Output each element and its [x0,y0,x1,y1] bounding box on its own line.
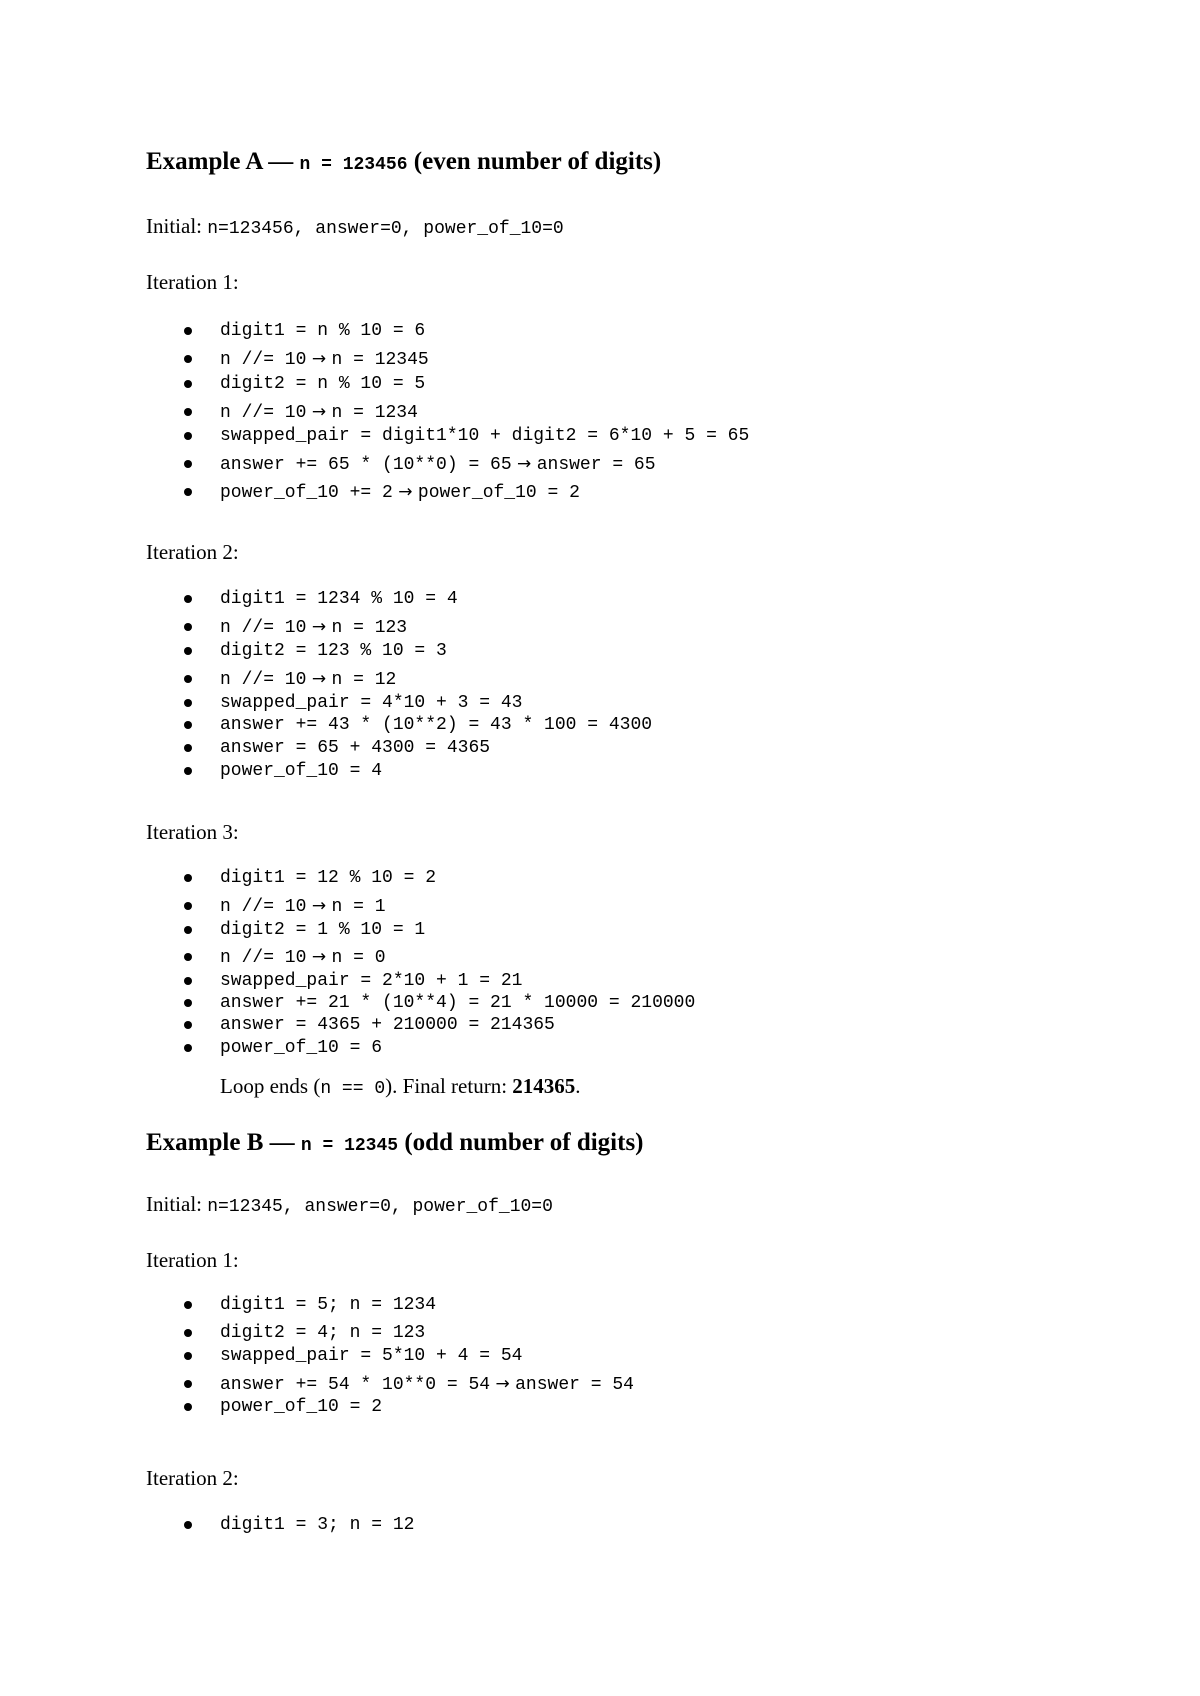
heading-suffix: (even number of digits) [407,148,662,175]
step-expression: digit1 = 5; n = 1234 [220,1295,437,1315]
right-arrow-icon: → [306,947,332,967]
step-expression: power_of_10 += 2 [220,483,393,503]
step-expression: power_of_10 = 2 [220,1397,383,1417]
step-expression: digit1 = n % 10 = 6 [220,321,426,341]
heading-prefix: Example A — [146,148,300,175]
step-text [220,1514,414,1536]
step-result: power_of_10 = 2 [417,483,580,503]
step-expression: digit2 = 1 % 10 = 1 [220,920,426,940]
step-expression: answer += 21 * (10**4) = 21 * 10000 = 210000 [220,993,696,1013]
step-result: n = 1234 [331,403,418,423]
closing-end: . [575,1074,581,1098]
step-result: n = 12345 [331,350,429,370]
heading-code: n = 12345 [300,1136,399,1156]
step-result: n = 0 [331,948,386,968]
right-arrow-icon: → [306,896,332,916]
step-expression: digit1 = 12 % 10 = 2 [220,868,437,888]
step-expression: n //= 10 [220,350,307,370]
step-expression: n //= 10 [220,897,307,917]
right-arrow-icon: → [306,349,332,369]
step-expression: n //= 10 [220,670,307,690]
heading-code: n = 123456 [299,155,408,175]
final-return-value: 214365 [512,1074,576,1098]
example-b-iteration-1-label: Iteration 1: [146,1248,239,1272]
initial-code: n=12345, answer=0, power_of_10=0 [207,1197,553,1217]
step-expression: power_of_10 = 6 [220,1038,383,1058]
step-expression: power_of_10 = 4 [220,761,383,781]
closing-prefix: Loop ends ( [220,1074,321,1098]
heading-suffix: (odd number of digits) [398,1129,644,1156]
step-expression: answer += 65 * (10**0) = 65 [220,455,512,475]
example-a-iteration-3-label: Iteration 3: [146,820,239,844]
right-arrow-icon: → [392,482,418,502]
example-a-iteration-1-label: Iteration 1: [146,270,239,294]
step-expression: swapped_pair = digit1*10 + digit2 = 6*10 + 5 = 65 [220,426,750,446]
step-expression: n //= 10 [220,948,307,968]
example-a-iteration-2-label: Iteration 2: [146,540,239,564]
step-result: answer = 54 [515,1375,634,1395]
step-expression: swapped_pair = 5*10 + 4 = 54 [220,1346,523,1366]
step-expression: digit1 = 3; n = 12 [220,1515,415,1535]
step-expression: answer += 54 * 10**0 = 54 [220,1375,491,1395]
step-result: answer = 65 [536,455,656,475]
step-expression: n //= 10 [220,618,307,638]
step-expression: digit2 = n % 10 = 5 [220,374,426,394]
initial-label: Initial: [146,1192,208,1216]
heading-prefix: Example B — [146,1129,301,1156]
initial-code: n=123456, answer=0, power_of_10=0 [207,219,564,239]
closing-mid: ). Final return: [385,1074,513,1098]
step-result: n = 123 [331,618,408,638]
step-expression: digit2 = 4; n = 123 [220,1323,426,1343]
right-arrow-icon: → [490,1374,516,1394]
example-b-iteration-2-label: Iteration 2: [146,1466,239,1490]
right-arrow-icon: → [306,402,332,422]
right-arrow-icon: → [306,669,332,689]
step-result: n = 1 [331,897,386,917]
closing-code: n == 0 [320,1079,386,1099]
step-expression: answer = 4365 + 210000 = 214365 [220,1015,555,1035]
step-expression: digit1 = 1234 % 10 = 4 [220,589,458,609]
bullet-dot-icon [184,1521,192,1529]
step-expression: answer += 43 * (10**2) = 43 * 100 = 4300 [220,715,653,735]
step-expression: n //= 10 [220,403,307,423]
right-arrow-icon: → [306,617,332,637]
step-expression: digit2 = 123 % 10 = 3 [220,641,447,661]
step-expression: swapped_pair = 4*10 + 3 = 43 [220,693,523,713]
initial-label: Initial: [146,214,208,238]
step-result: n = 12 [331,670,397,690]
step-expression: swapped_pair = 2*10 + 1 = 21 [220,971,523,991]
step-expression: answer = 65 + 4300 = 4365 [220,738,491,758]
right-arrow-icon: → [511,454,537,474]
